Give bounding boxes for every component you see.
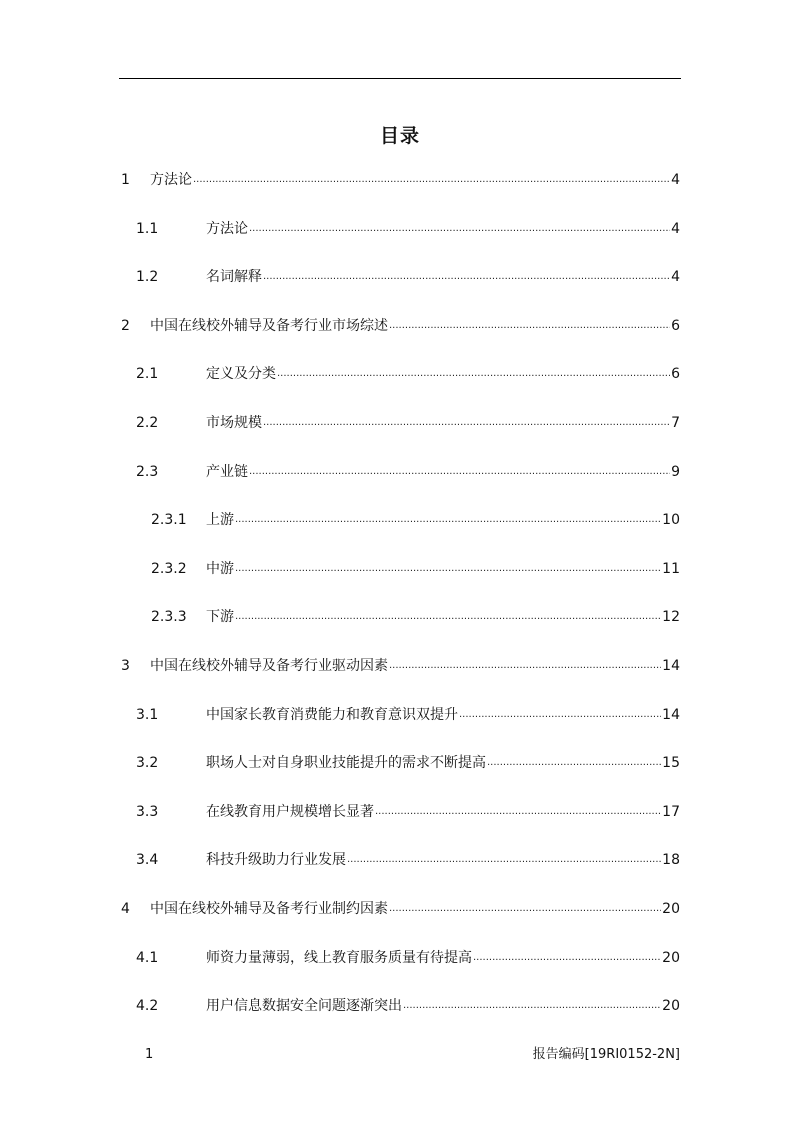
toc-entry[interactable]	[136, 946, 680, 968]
toc-leader-dots	[249, 219, 670, 239]
toc-entry-number: 1.2	[136, 269, 159, 286]
toc-entry-title: 在线教育用户规模增长显著	[206, 803, 374, 820]
toc-entry-title: 中国在线校外辅导及备考行业制约因素	[150, 901, 388, 917]
toc-entry-page: 4	[671, 220, 680, 237]
toc-title: 目录	[379, 125, 420, 147]
toc-entry-page: 6	[671, 366, 680, 383]
toc-leader-dots	[375, 802, 661, 822]
toc-entry-page: 9	[671, 463, 680, 480]
footer-report-code: 报告编码[19RI0152-2N]	[532, 1047, 680, 1062]
toc-entry-number: 1.1	[136, 220, 159, 237]
toc-entry-page: 6	[671, 317, 680, 334]
toc-entry-number: 3	[121, 658, 130, 674]
toc-entry[interactable]	[136, 362, 680, 384]
toc-entry-page: 12	[662, 609, 680, 626]
footer-page-number: 1	[145, 1047, 154, 1062]
toc-entry-page: 20	[662, 998, 680, 1015]
toc-entry[interactable]	[136, 460, 680, 482]
toc-entry[interactable]	[136, 800, 680, 822]
toc-entry-title: 用户信息数据安全问题逐渐突出	[206, 998, 402, 1015]
toc-entry-title: 中国在线校外辅导及备考行业驱动因素	[150, 658, 388, 674]
toc-leader-dots	[389, 316, 670, 336]
toc-entry[interactable]	[151, 605, 680, 627]
toc-entry-page: 18	[662, 852, 680, 869]
toc-entry-page: 11	[662, 560, 680, 577]
toc-entry-title: 方法论	[206, 220, 248, 237]
toc-entry-page: 20	[662, 949, 680, 966]
toc-entry-number: 2.3.3	[151, 609, 187, 626]
toc-entry-title: 中国在线校外辅导及备考行业市场综述	[150, 317, 388, 334]
toc-entry[interactable]	[136, 751, 680, 773]
toc-entry[interactable]	[121, 314, 680, 336]
toc-leader-dots	[235, 607, 661, 627]
toc-leader-dots	[263, 267, 670, 287]
toc-entry[interactable]	[136, 994, 680, 1016]
toc-entry-number: 3.3	[136, 803, 159, 820]
toc-entry[interactable]	[151, 508, 680, 530]
toc-leader-dots	[473, 948, 661, 968]
toc-entry-title: 职场人士对自身职业技能提升的需求不断提高	[206, 755, 486, 772]
toc-entry[interactable]	[121, 654, 680, 676]
toc-entry[interactable]	[136, 411, 680, 433]
toc-leader-dots	[459, 705, 661, 725]
toc-entry-page: 10	[662, 512, 680, 529]
toc-entry-number: 4.2	[136, 998, 159, 1015]
toc-entry-title: 方法论	[150, 172, 192, 188]
toc-leader-dots	[487, 753, 661, 773]
toc-leader-dots	[347, 850, 661, 870]
toc-leader-dots	[235, 559, 661, 579]
toc-entry-title: 中国家长教育消费能力和教育意识双提升	[206, 706, 458, 723]
toc-entry-page: 4	[671, 172, 680, 188]
toc-entry-title: 下游	[206, 609, 234, 626]
toc-leader-dots	[249, 462, 670, 482]
toc-entry-number: 4	[121, 901, 130, 917]
toc-entry-page: 14	[662, 658, 680, 674]
toc-leader-dots	[235, 510, 661, 530]
toc-entry-page: 7	[671, 415, 680, 431]
toc-entry-page: 17	[662, 803, 680, 820]
toc-entry-number: 2.2	[136, 415, 159, 431]
toc-entry-title: 中游	[206, 560, 234, 577]
toc-entry-number: 3.1	[136, 706, 159, 723]
toc-entry[interactable]	[136, 848, 680, 870]
toc-entry[interactable]	[121, 897, 680, 919]
toc-entry-number: 2.3.2	[151, 560, 187, 577]
toc-entry-page: 14	[662, 706, 680, 723]
toc-entry[interactable]	[136, 217, 680, 239]
toc-entry-number: 1	[121, 172, 130, 188]
toc-leader-dots	[389, 899, 661, 919]
toc-entry-title: 名词解释	[206, 269, 262, 286]
toc-leader-dots	[263, 413, 670, 433]
toc-leader-dots	[277, 364, 670, 384]
toc-leader-dots	[389, 656, 661, 676]
toc-leader-dots	[403, 996, 661, 1016]
toc-entry-number: 2.3	[136, 463, 159, 480]
toc-entry-title: 师资力量薄弱，线上教育服务质量有待提高	[206, 949, 472, 966]
toc-entry[interactable]	[136, 703, 680, 725]
toc-entry-number: 2	[121, 317, 130, 334]
toc-entry[interactable]	[136, 265, 680, 287]
toc-entry-title: 科技升级助力行业发展	[206, 852, 346, 869]
toc-entry[interactable]	[151, 557, 680, 579]
toc-entry-title: 上游	[206, 512, 234, 529]
toc-entry-number: 2.3.1	[151, 512, 187, 529]
toc-entry-number: 4.1	[136, 949, 159, 966]
toc-entry[interactable]	[121, 168, 680, 190]
toc-entry-page: 15	[662, 755, 680, 772]
toc-entry-number: 3.4	[136, 852, 159, 869]
toc-entry-number: 3.2	[136, 755, 159, 772]
toc-entry-page: 20	[662, 901, 680, 917]
toc-entry-page: 4	[671, 269, 680, 286]
toc-entry-title: 市场规模	[206, 415, 262, 431]
toc-entry-title: 定义及分类	[206, 366, 276, 383]
toc-entry-number: 2.1	[136, 366, 159, 383]
toc-leader-dots	[193, 170, 670, 190]
toc-entry-title: 产业链	[206, 463, 248, 480]
